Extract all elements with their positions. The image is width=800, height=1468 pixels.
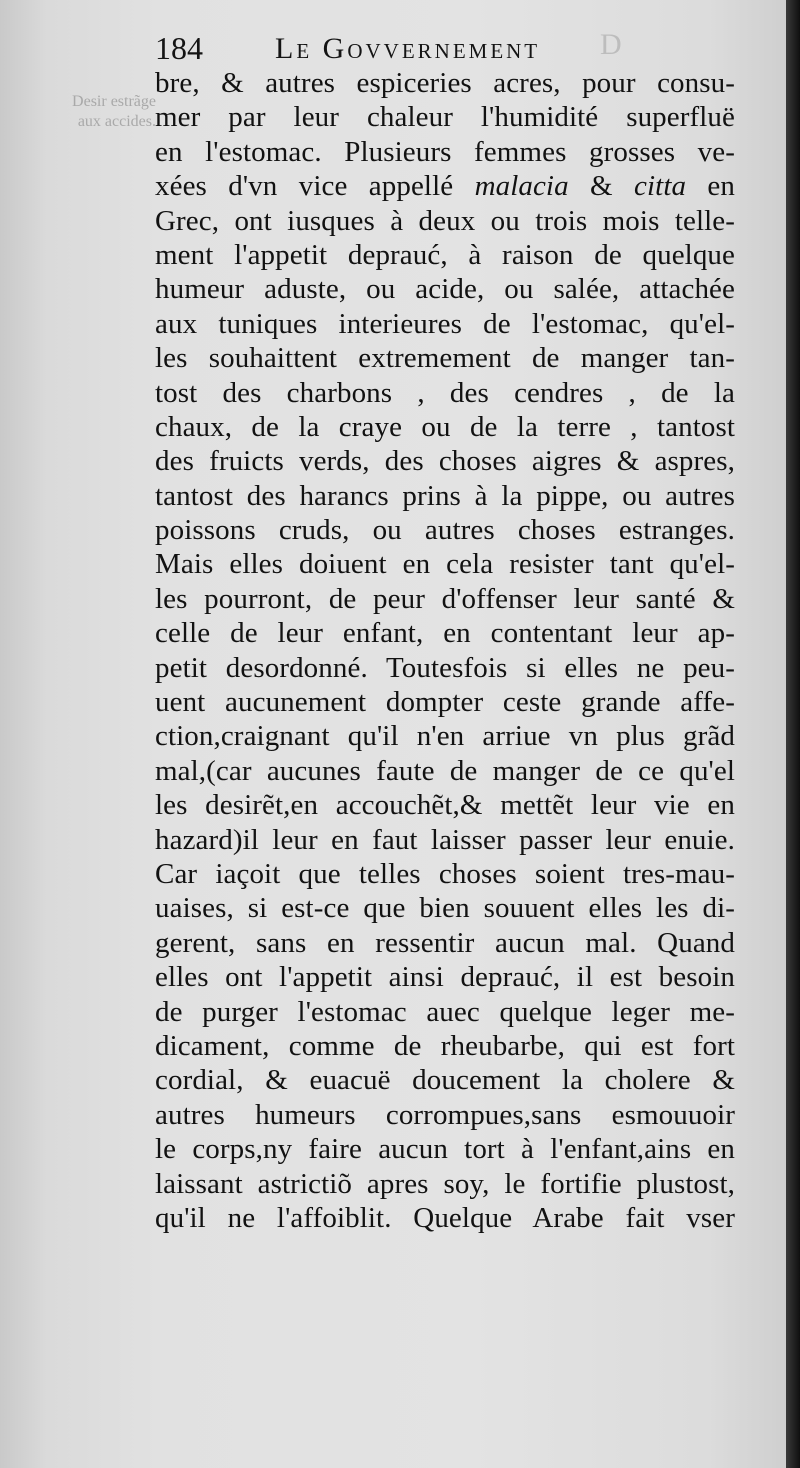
text-line: aux tuniques interieures de l'estomac, qu'el- bbox=[155, 307, 735, 340]
text-line: tost des charbons , des cendres , de la bbox=[155, 376, 735, 409]
italic-term: citta bbox=[634, 170, 687, 203]
text-line: chaux, de la craye ou de la terre , tantost bbox=[155, 410, 735, 443]
text-line: hazard)il leur en faut laisser passer leur enuie. bbox=[155, 823, 735, 856]
text-line: dicament, comme de rheubarbe, qui est fort bbox=[155, 1029, 735, 1062]
text-line: tantost des harancs prins à la pippe, ou autres bbox=[155, 479, 735, 512]
text-line: le corps,ny faire aucun tort à l'enfant,ains en bbox=[155, 1133, 735, 1166]
line-segment: xées d'vn vice appellé bbox=[155, 170, 475, 203]
line-segment: & bbox=[568, 170, 635, 203]
text-line: en l'estomac. Plusieurs femmes grosses ve- bbox=[155, 135, 735, 168]
text-line: qu'il ne l'affoiblit. Quelque Arabe fait vser bbox=[155, 1201, 735, 1234]
text-line: les souhaittent extremement de manger tan- bbox=[155, 342, 735, 375]
text-line: petit desordonné. Toutesfois si elles ne peu- bbox=[155, 651, 735, 684]
page-edge-shadow bbox=[786, 0, 800, 1468]
text-line: mer par leur chaleur l'humidité superfluë bbox=[155, 101, 735, 134]
text-line: uent aucunement dompter ceste grande affe- bbox=[155, 686, 735, 719]
text-line: ment l'appetit deprauć, à raison de quelque bbox=[155, 238, 735, 271]
text-line: les desirẽt,en accouchẽt,& mettẽt leur vie en bbox=[155, 789, 735, 822]
margin-note-line: aux accides. bbox=[77, 113, 156, 130]
text-line: des fruicts verds, des choses aigres & aspres, bbox=[155, 445, 735, 478]
text-line: laissant astrictiõ apres soy, le fortifie plustost, bbox=[155, 1167, 735, 1200]
text-line: uaises, si est-ce que bien souuent elles les di- bbox=[155, 892, 735, 925]
italic-term: malacia bbox=[474, 170, 569, 203]
text-line: humeur aduste, ou acide, ou salée, attachée bbox=[155, 273, 735, 306]
text-line: de purger l'estomac auec quelque leger me- bbox=[155, 995, 735, 1028]
page-number: 184 bbox=[155, 30, 203, 66]
margin-note-line: Desir estrãge bbox=[72, 93, 156, 110]
text-line: ction,craignant qu'il n'en arriue vn plus grãd bbox=[155, 720, 735, 753]
line-segment: en bbox=[686, 170, 736, 203]
text-line: autres humeurs corrompues,sans esmouuoir bbox=[155, 1098, 735, 1131]
text-line: bre, & autres espiceries acres, pour consu- bbox=[155, 67, 735, 99]
text-line: mal,(car aucunes faute de manger de ce qu'el bbox=[155, 754, 735, 787]
text-line: celle de leur enfant, en contentant leur ap- bbox=[155, 617, 735, 650]
body-text bbox=[155, 66, 735, 1235]
running-head: Le Govvernement bbox=[275, 32, 541, 65]
text-line: elles ont l'appetit ainsi deprauć, il est besoin bbox=[155, 961, 735, 994]
text-line: poissons cruds, ou autres choses estranges. bbox=[155, 514, 735, 547]
text-line: Grec, ont iusques à deux ou trois mois telle- bbox=[155, 204, 735, 237]
margin-note bbox=[26, 92, 156, 132]
text-line: Car iaçoit que telles choses soient tres-mau- bbox=[155, 857, 735, 890]
text-line: cordial, & euacuë doucement la cholere & bbox=[155, 1064, 735, 1097]
bleed-through-header: D bbox=[600, 28, 626, 61]
text-line: gerent, sans en ressentir aucun mal. Quand bbox=[155, 926, 735, 959]
text-line-with-italics bbox=[155, 169, 735, 203]
text-line: les pourront, de peur d'offenser leur santé & bbox=[155, 582, 735, 615]
text-line: Mais elles doiuent en cela resister tant qu'el- bbox=[155, 548, 735, 581]
